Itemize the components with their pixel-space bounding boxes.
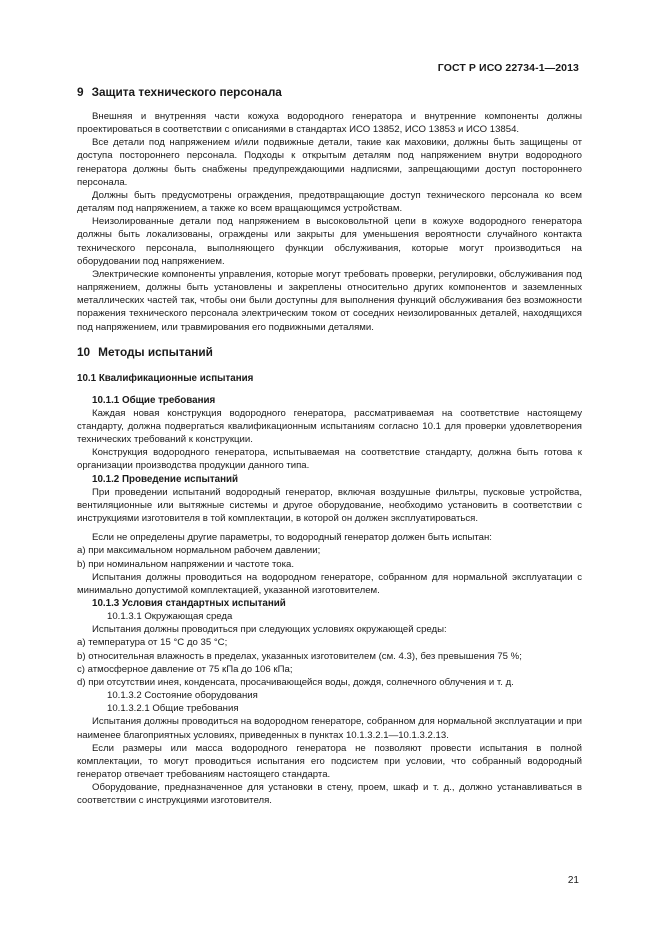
section-10-1-heading [77,372,582,385]
section-10-number: 10 [77,344,91,359]
section-10-1-2-paragraph: При проведении испытаний водородный генератор, включая воздушные фильтры, пусковые устройства, вентиляционные или вытяжные системы и другое оборудование, необходимо установить в соответствии с инструкциями изготовителя в той комплектации, в которой он должен эксплуатироваться. [77,486,582,525]
section-10-1-3-2-1-heading: 10.1.3.2.1 Общие требования [107,703,239,715]
page-content [77,84,582,808]
section-10-1-2-paragraph: Испытания должны проводиться на водородном генераторе, собранном для нормальной эксплуатации с минимально допустимой комплектацией, указанной изготовителем. [77,571,582,596]
document-header: ГОСТ Р ИСО 22734-1—2013 [437,62,579,74]
section-9-paragraph: Должны быть предусмотрены ограждения, предотвращающие доступ технического персонала ко всем деталям под напряжением, а также ко всем вращающимся устройствам. [77,189,582,215]
section-10-1-3-heading [77,597,582,610]
section-10-1-1-title: Общие требования [121,394,216,406]
section-10-1-3-number: 10.1.3 [92,598,120,609]
section-10-title: Методы испытаний [98,344,213,359]
section-10-1-3-1-heading: 10.1.3.1 Окружающая среда [107,611,233,623]
section-10-1-1-paragraph: Каждая новая конструкция водородного генератора, рассматриваемая на соответствие настоящему стандарту, должна подвергаться квалификационным испытаниям согласно 10.1 для проверки удовлетворения технических требований к конструкции. [77,407,582,446]
section-10-1-1-heading [77,394,582,407]
list-item: c) атмосферное давление от 75 кПа до 106 кПа; [77,663,293,675]
list-item: b) относительная влажность в пределах, указанных изготовителем (см. 4.3), без превышения 75 %; [77,650,522,662]
section-10-1-title: Квалификационные испытания [98,372,254,384]
section-10-1-1-paragraph: Конструкция водородного генератора, испытываемая на соответствие стандарту, должна быть готова к организации производства продукции данного типа. [77,447,582,472]
list-item: d) при отсутствии инея, конденсата, просачивающейся воды, дождя, солнечного облучения и т. д. [77,676,514,688]
section-10-1-3-title: Условия стандартных испытаний [121,598,286,609]
section-10-1-3-2-1-paragraph: Если размеры или масса водородного генератора не позволяют провести испытания в полной комплектации, то могут проводиться испытания его подсистем при условии, что собранный водородный генератор отвечает требованиям настоящего стандарта. [77,742,582,781]
list-item: а) при максимальном нормальном рабочем давлении; [77,545,321,557]
section-10-1-2-title: Проведение испытаний [121,473,239,485]
section-10-1-3-1-intro: Испытания должны проводиться при следующих условиях окружающей среды: [92,624,447,636]
section-9-heading [77,84,582,100]
section-10-1-1-number: 10.1.1 [92,394,120,406]
section-10-1-2-number: 10.1.2 [92,473,120,485]
section-10-1-2-paragraph: Если не определены другие параметры, то водородный генератор должен быть испытан: [92,532,492,544]
section-10-1-number: 10.1 [77,372,97,384]
section-9-title: Защита технического персонала [91,85,282,99]
section-9-paragraph: Неизолированные детали под напряжением в высоковольтной цепи в кожухе водородного генератора должны быть локализованы, ограждены или закрыты для уменьшения вероятности случайного контакта технического персонала, выполняющего функции обслуживания, которые могут производиться на оборудовании под напряжением. [77,216,582,267]
section-10-1-2-heading [77,473,582,486]
section-10-1-3-2-1-paragraph: Испытания должны проводиться на водородном генераторе, собранном для нормальной эксплуатации и при наименее благоприятных условиях, приведенных в пунктах 10.1.3.2.1—10.1.3.2.13. [77,716,582,741]
section-10-1-3-2-heading: 10.1.3.2 Состояние оборудования [107,690,258,702]
list-item: а) температура от 15 °С до 35 °С; [77,637,228,649]
section-9-paragraph: Электрические компоненты управления, которые могут требовать проверки, регулировки, обслуживания под напряжением, должны быть установлены и закреплены относительно других компонентов и заземленных металлических частей так, чтобы они были доступны для выполнения функций обслуживания без возможности поражения технического персонала электрическим током от соседних неизолированных деталей, находящихся под напряжением, или травмирования его подвижными деталями. [77,268,582,333]
section-10-heading [77,344,582,360]
page-number: 21 [567,875,579,886]
section-9-number: 9 [77,85,84,99]
section-9-paragraph: Все детали под напряжением и/или подвижные детали, такие как маховики, должны быть защищены от доступа постороннего персонала. Подходы к открытым деталям под напряжением внутри водородного генератора должны быть снабжены предупреждающими надписями, запрещающими доступ постороннего персонала. [77,137,582,188]
section-9-paragraph: Внешняя и внутренняя части кожуха водородного генератора и внутренние компоненты должны проектироваться в соответствии с описаниями в стандартах ИСО 13852, ИСО 13853 и ИСО 13854. [77,111,582,136]
list-item: b) при номинальном напряжении и частоте тока. [77,558,295,570]
section-10-1-3-2-1-paragraph: Оборудование, предназначенное для установки в стену, проем, шкаф и т. д., должно устанавливаться в соответствии с инструкциями изготовителя. [77,782,582,807]
